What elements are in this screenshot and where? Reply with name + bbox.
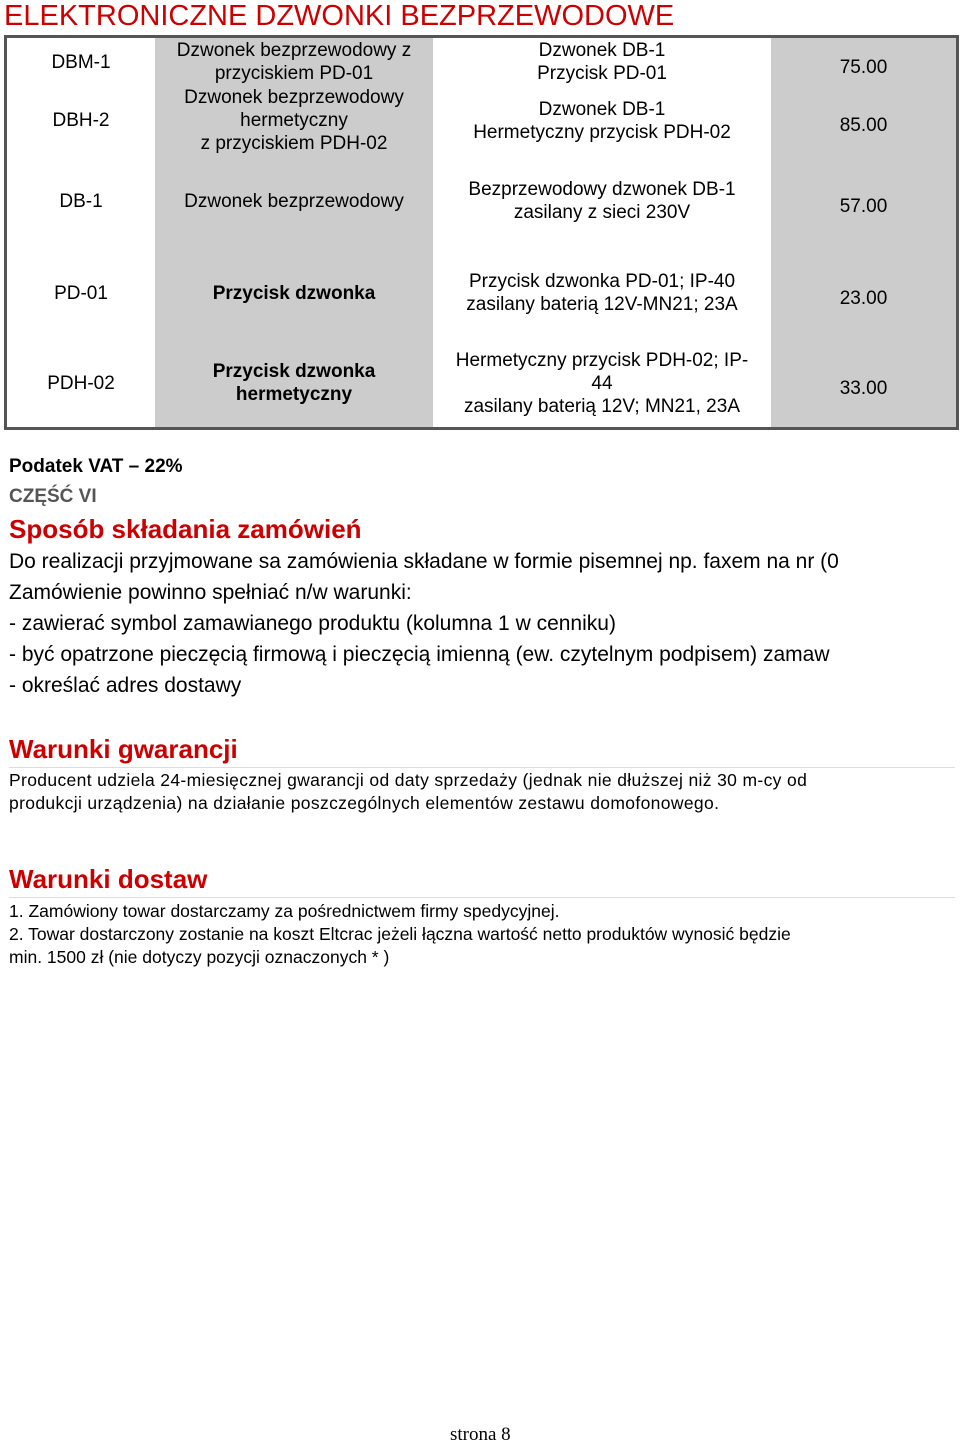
table-row (6, 37, 958, 87)
product-description: Hermetyczny przycisk PDH-02; IP- 44 zasilany baterią 12V; MN21, 23A (433, 339, 771, 429)
delivery-heading: Warunki dostaw (9, 864, 955, 898)
product-price: 57.00 (771, 155, 958, 247)
product-symbol: DB-1 (6, 155, 156, 247)
part-label: CZĘŚĆ VI (9, 486, 97, 507)
product-name: Dzwonek bezprzewodowy hermetyczny z przyciskiem PDH-02 (155, 86, 433, 155)
order-heading: Sposób składania zamówień (9, 514, 362, 544)
product-symbol: PD-01 (6, 247, 156, 339)
page-title: ELEKTRONICZNE DZWONKI BEZPRZEWODOWE (4, 0, 675, 32)
price-table (4, 35, 959, 430)
product-name: Dzwonek bezprzewodowy (155, 155, 433, 247)
product-description: Dzwonek DB-1 Przycisk PD-01 (433, 37, 771, 87)
order-line: - zawierać symbol zamawianego produktu (kolumna 1 w cenniku) (9, 612, 616, 635)
product-symbol: DBM-1 (6, 37, 156, 87)
delivery-text (9, 900, 955, 969)
product-description: Bezprzewodowy dzwonek DB-1 zasilany z sieci 230V (433, 155, 771, 247)
product-name: Dzwonek bezprzewodowy z przyciskiem PD-01 (155, 37, 433, 87)
order-line: Do realizacji przyjmowane sa zamówienia składane w formie pisemnej np. faxem na nr (0 (9, 550, 839, 573)
table-row (6, 247, 958, 339)
product-name: Przycisk dzwonka hermetyczny (155, 339, 433, 429)
product-name: Przycisk dzwonka (155, 247, 433, 339)
product-price: 75.00 (771, 37, 958, 87)
warranty-text (9, 769, 955, 815)
product-description: Dzwonek DB-1 Hermetyczny przycisk PDH-02 (433, 86, 771, 155)
page-number: strona 8 (450, 1424, 511, 1445)
delivery-line: 2. Towar dostarczony zostanie na koszt Eltcrac jeżeli łączna wartość netto produktów wynosić będzie (9, 924, 791, 944)
table-row (6, 86, 958, 155)
warranty-heading: Warunki gwarancji (9, 734, 955, 768)
product-price: 85.00 (771, 86, 958, 155)
order-line: - być opatrzone pieczęcią firmową i pieczęcią imienną (ew. czytelnym podpisem) zamaw (9, 643, 830, 666)
warranty-line: Producent udziela 24-miesięcznej gwarancji od daty sprzedaży (jednak nie dłuższej niż 30 m-cy od (9, 770, 808, 790)
product-description: Przycisk dzwonka PD-01; IP-40 zasilany baterią 12V-MN21; 23A (433, 247, 771, 339)
product-symbol: PDH-02 (6, 339, 156, 429)
product-price: 23.00 (771, 247, 958, 339)
warranty-line: produkcji urządzenia) na działanie poszczególnych elementów zestawu domofonowego. (9, 793, 720, 813)
delivery-line: min. 1500 zł (nie dotyczy pozycji oznaczonych * ) (9, 947, 390, 967)
delivery-line: 1. Zamówiony towar dostarczamy za pośrednictwem firmy spedycyjnej. (9, 901, 560, 921)
order-line: - określać adres dostawy (9, 674, 242, 697)
table-row (6, 339, 958, 429)
order-text (9, 546, 960, 701)
order-line: Zamówienie powinno spełniać n/w warunki: (9, 581, 412, 604)
vat-note: Podatek VAT – 22% (9, 456, 183, 477)
product-price: 33.00 (771, 339, 958, 429)
table-row (6, 155, 958, 247)
product-symbol: DBH-2 (6, 86, 156, 155)
